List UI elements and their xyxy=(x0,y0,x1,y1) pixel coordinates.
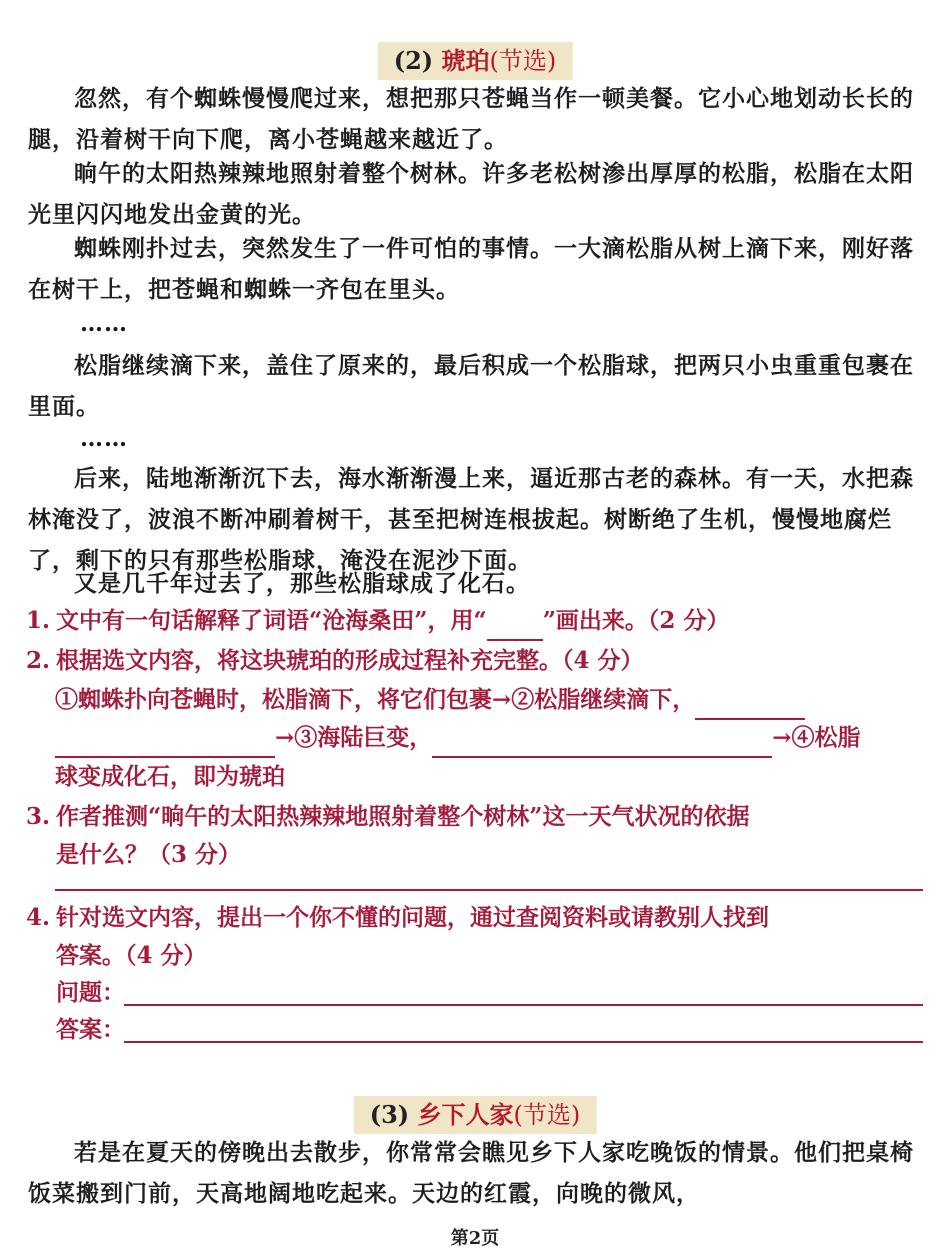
question-answer-line[interactable] xyxy=(124,1004,923,1006)
page-number: 第2页 xyxy=(450,1228,500,1249)
process-line-2: →③海陆巨变， →④松脂 xyxy=(55,718,861,758)
ellipsis: …… xyxy=(80,425,128,452)
question-text: 文中有一句话解释了词语“沧海桑田”，用“ xyxy=(56,607,487,634)
question-1 xyxy=(26,601,729,641)
paragraph: 蜘蛛刚扑过去，突然发生了一件可怕的事情。一大滴松脂从树上滴下来，刚好落在树干上，把苍蝇和蜘蛛一齐包在里头。 xyxy=(28,235,914,303)
section-number: (2) xyxy=(393,46,434,75)
question-3-cont: 是什么？（3 分） xyxy=(56,841,242,868)
section-title-rural-homes xyxy=(354,1096,597,1134)
section-subtitle: (节选) xyxy=(489,47,557,75)
paragraph: 若是在夏天的傍晚出去散步，你常常会瞧见乡下人家吃晚饭的情景。他们把桌椅饭菜搬到门前，天高地阔地吃起来。天边的红霞，向晚的微风， xyxy=(28,1139,914,1207)
paragraph: 后来，陆地渐渐沉下去，海水渐渐漫上来，逼近那古老的森林。有一天，水把森林淹没了，波浪不断冲刷着树干，甚至把树连根拔起。树断绝了生机，慢慢地腐烂了，剩下的只有那些松脂球，淹没在泥沙下面。 xyxy=(28,465,914,574)
section-subtitle: (节选) xyxy=(513,1101,581,1129)
question-label: 问题： xyxy=(56,979,125,1006)
question-4 xyxy=(26,898,769,938)
question-number: 3. xyxy=(26,803,51,830)
answer-line[interactable] xyxy=(55,889,923,891)
section-name: 乡下人家 xyxy=(417,1100,514,1129)
question-2 xyxy=(26,641,644,681)
question-text: 针对选文内容，提出一个你不懂的问题，通过查阅资料或请教别人找到 xyxy=(56,904,769,931)
question-text: 作者推测“晌午的太阳热辣辣地照射着整个树林”这一天气状况的依据 xyxy=(56,803,750,830)
paragraph: 又是几千年过去了，那些松脂球成了化石。 xyxy=(74,570,530,597)
question-4-cont: 答案。（4 分） xyxy=(56,942,207,969)
question-number: 4. xyxy=(26,904,51,931)
question-text: ”画出来。（2 分） xyxy=(542,607,730,634)
process-line-3: 球变成化石，即为琥珀 xyxy=(55,763,285,790)
paragraph: 忽然，有个蜘蛛慢慢爬过来，想把那只苍蝇当作一顿美餐。它小心地划动长长的腿，沿着树干向下爬，离小苍蝇越来越近了。 xyxy=(28,85,914,153)
answer-blank[interactable] xyxy=(695,692,805,720)
paragraph: 晌午的太阳热辣辣地照射着整个树林。许多老松树渗出厚厚的松脂，松脂在太阳光里闪闪地发出金黄的光。 xyxy=(28,160,914,228)
answer-blank[interactable] xyxy=(432,730,772,758)
question-text: 根据选文内容，将这块琥珀的形成过程补充完整。（4 分） xyxy=(56,647,644,674)
question-3 xyxy=(26,797,749,837)
answer-blank[interactable] xyxy=(55,730,275,758)
inline-blank[interactable] xyxy=(487,613,543,641)
answer-answer-line[interactable] xyxy=(124,1041,923,1043)
question-number: 1. xyxy=(26,607,51,634)
section-name: 琥珀 xyxy=(441,46,490,75)
section-number: (3) xyxy=(369,1100,410,1129)
paragraph: 松脂继续滴下来，盖住了原来的，最后积成一个松脂球，把两只小虫重重包裹在里面。 xyxy=(28,352,914,420)
ellipsis: …… xyxy=(80,310,128,337)
section-title-amber xyxy=(378,42,573,80)
question-number: 2. xyxy=(26,647,51,674)
answer-label: 答案： xyxy=(56,1016,125,1043)
process-line-1: ①蜘蛛扑向苍蝇时，松脂滴下，将它们包裹→②松脂继续滴下， xyxy=(55,680,805,720)
